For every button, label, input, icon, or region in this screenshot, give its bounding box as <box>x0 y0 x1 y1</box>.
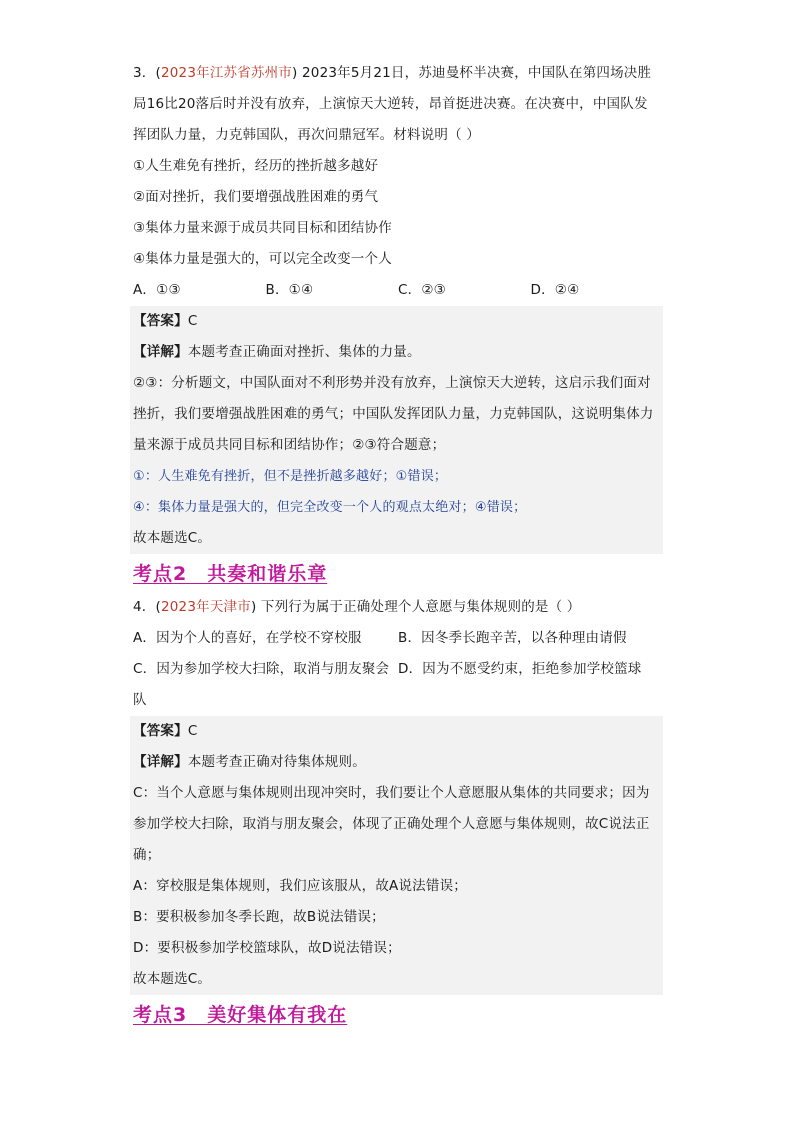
q3-options <box>133 275 663 306</box>
q4-option-a: A．因为个人的喜好，在学校不穿校服 <box>133 630 362 646</box>
q4-detail: 【详解】本题考查正确对待集体规则。 <box>133 754 366 770</box>
q3-answer: 【答案】C <box>133 313 198 329</box>
q4-analysis-line: C：当个人意愿与集体规则出现冲突时，我们要让个人意愿服从集体的共同要求；因为 <box>133 785 650 801</box>
q4-option-d: D．因为不愿受约束，拒绝参加学校篮球 <box>398 661 642 677</box>
q3-source: 2023年江苏省苏州市 <box>160 65 293 81</box>
q3-answer-box <box>130 306 663 554</box>
q4-analysis-line: B：要积极参加冬季长跑，故B说法错误； <box>133 909 385 925</box>
q4-stem: 4．(2023年天津市) 下列行为属于正确处理个人意愿与集体规则的是（ ） <box>133 599 581 615</box>
q3-option-c: C．②③ <box>398 282 446 298</box>
q3-conclusion: 故本题选C。 <box>133 530 212 546</box>
q3-detail: 【详解】本题考查正确面对挫折、集体的力量。 <box>133 344 421 360</box>
document-page <box>133 58 663 1033</box>
q3-statement: ③集体力量来源于成员共同目标和团结协作 <box>133 220 392 236</box>
q3-statement: ①人生难免有挫折，经历的挫折越多越好 <box>133 158 379 174</box>
q3-option-b: B．①④ <box>265 282 314 298</box>
q4-answer-box <box>130 716 663 995</box>
q3-stem-line: 挥团队力量，力克韩国队，再次问鼎冠军。材料说明（ ） <box>133 127 480 143</box>
q3-option-d: D．②④ <box>530 282 580 298</box>
q3-analysis-line: 量来源于成员共同目标和团结协作；②③符合题意； <box>133 437 446 453</box>
q4-answer: 【答案】C <box>133 723 198 739</box>
q4-source: 2023年天津市 <box>160 599 251 615</box>
q3-option-a: A．①③ <box>133 282 181 298</box>
q3-analysis-line: 挫折，我们要增强战胜困难的勇气；中国队发挥团队力量，力克韩国队，这说明集体力 <box>133 406 654 422</box>
q4-option-b: B．因冬季长跑辛苦，以各种理由请假 <box>398 630 627 646</box>
q3-statement: ②面对挫折，我们要增强战胜困难的勇气 <box>133 189 379 205</box>
q4-analysis-line: 确； <box>133 847 161 863</box>
q4-conclusion: 故本题选C。 <box>133 971 212 987</box>
q3-analysis-line: ②③：分析题文，中国队面对不利形势并没有放弃，上演惊天大逆转，这启示我们面对 <box>133 375 651 391</box>
q4-analysis-line: D：要积极参加学校篮球队，故D说法错误； <box>133 940 401 956</box>
q4-options-row <box>133 623 663 654</box>
q4-analysis-line: 参加学校大扫除，取消与朋友聚会，体现了正确处理个人意愿与集体规则，故C说法正 <box>133 816 650 832</box>
q4-options-row <box>133 654 663 685</box>
q3-statement: ④集体力量是强大的，可以完全改变一个人 <box>133 251 392 267</box>
section-heading-2: 考点2 共奏和谐乐章 <box>133 563 328 585</box>
q4-option-d-wrap: 队 <box>133 692 147 708</box>
q3-stem-first-line: 3．(2023年江苏省苏州市) 2023年5月21日，苏迪曼杯半决赛，中国队在第四场决胜 <box>133 65 652 81</box>
q3-stem-line: 局16比20落后时并没有放弃，上演惊天大逆转，昂首挺进决赛。在决赛中，中国队发 <box>133 96 648 112</box>
q3-wrong-option-note: ①：人生难免有挫折，但不是挫折越多越好；①错误； <box>133 469 448 484</box>
q4-analysis-line: A：穿校服是集体规则，我们应该服从，故A说法错误； <box>133 878 467 894</box>
q3-wrong-option-note: ④：集体力量是强大的，但完全改变一个人的观点太绝对；④错误； <box>133 500 527 515</box>
section-heading-3: 考点3 美好集体有我在 <box>133 1004 348 1026</box>
q4-option-c: C．因为参加学校大扫除，取消与朋友聚会 <box>133 661 390 677</box>
